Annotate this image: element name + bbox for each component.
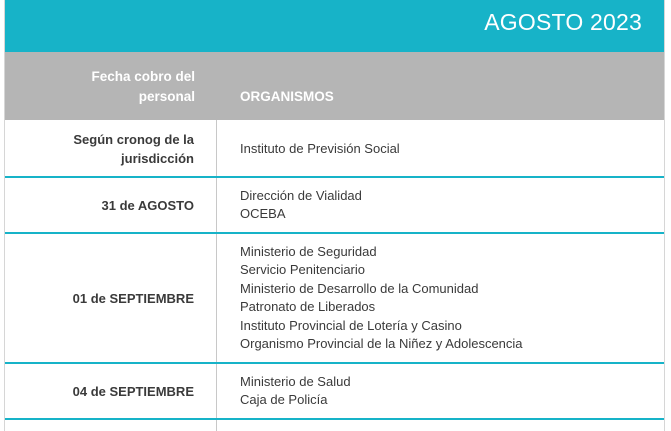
header-organismos-column: ORGANISMOS — [240, 89, 334, 104]
organismo-item: Ministerio de Seguridad — [240, 244, 377, 259]
row-date — [4, 130, 194, 168]
table-row — [5, 234, 664, 364]
column-divider — [216, 234, 217, 362]
organismo-item: Patronato de Liberados — [240, 299, 376, 315]
column-divider — [216, 178, 217, 232]
organismo-item: Caja de Policía — [240, 392, 328, 408]
table-row — [5, 364, 664, 420]
organismo-item: Instituto de Previsión Social — [240, 141, 400, 156]
table-row-partial — [5, 420, 664, 431]
column-divider — [216, 120, 217, 176]
table-row — [5, 178, 664, 234]
page-title: AGOSTO 2023 — [484, 9, 642, 35]
row-organismos — [240, 187, 362, 224]
header-date-line1: Fecha cobro del — [91, 69, 195, 84]
organismo-item: Dirección de Vialidad — [240, 188, 362, 203]
column-divider — [216, 420, 217, 431]
payment-schedule-table — [4, 0, 665, 431]
row-date-line2: jurisdicción — [121, 151, 194, 166]
organismo-item: Instituto Provincial de Lotería y Casino — [240, 317, 462, 333]
row-date-line1: 01 de SEPTIEMBRE — [72, 291, 194, 306]
table-row — [5, 120, 664, 178]
header-date-line2: personal — [138, 89, 195, 104]
row-organismos — [240, 373, 351, 410]
organismo-item: OCEBA — [240, 206, 286, 222]
column-divider — [216, 364, 217, 418]
organismo-item: Organismo Provincial de la Niñez y Adolescencia — [240, 336, 523, 352]
row-date-line1: 04 de SEPTIEMBRE — [72, 384, 194, 399]
row-date — [4, 382, 194, 401]
table-header — [5, 52, 664, 120]
organismo-item: Ministerio de Desarrollo de la Comunidad — [240, 280, 479, 296]
row-date-line1: 31 de AGOSTO — [101, 198, 194, 213]
row-organismos — [240, 140, 400, 158]
organismo-item: Ministerio de Salud — [240, 374, 351, 389]
row-date — [4, 196, 194, 215]
title-bar — [5, 0, 664, 52]
header-date-column — [5, 52, 195, 120]
row-date — [4, 289, 194, 308]
row-organismos — [240, 243, 523, 353]
organismo-item: Servicio Penitenciario — [240, 262, 366, 278]
row-date-line1: Según cronog de la — [73, 132, 194, 147]
